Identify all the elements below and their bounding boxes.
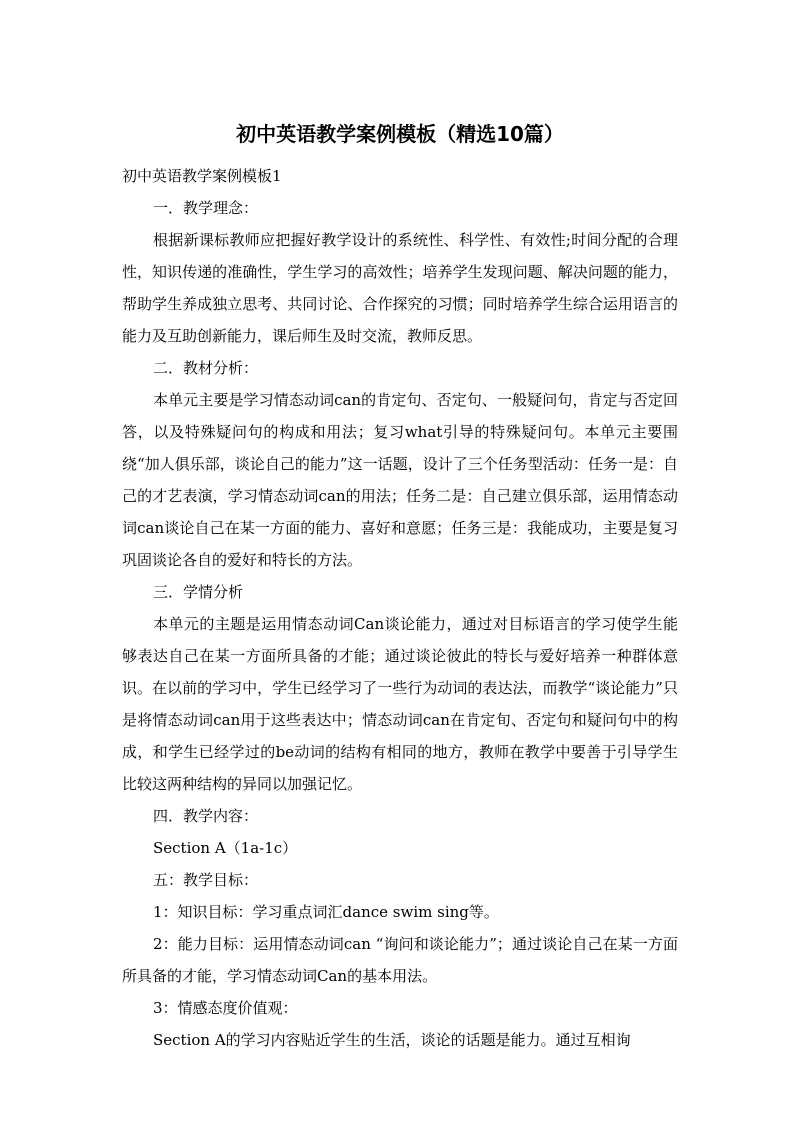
heading-material-analysis: 二．教材分析： [153,359,259,377]
paragraph-teaching-content: Section A（1a-1c） [153,839,298,857]
goal-ability: 2：能力目标：运用情态动词can “询问和谈论能力”；通过谈论自己在某一方面所具备的才能，学习情态动词Can的基本用法。 [122,935,678,985]
heading-teaching-goals: 五：教学目标： [153,871,259,889]
heading-teaching-philosophy: 一．教学理念： [153,199,259,217]
document-body [122,160,678,1056]
section-subtitle: 初中英语教学案例模板1 [122,167,282,185]
goal-knowledge: 1：知识目标：学习重点词汇dance swim sing等。 [153,903,499,921]
heading-learner-analysis: 三．学情分析 [153,583,244,601]
paragraph-learner-analysis: 本单元的主题是运用情态动词Can谈论能力，通过对目标语言的学习使学生能够表达自己在某一方面所具备的才能；通过谈论彼此的特长与爱好培养一种群体意识。在以前的学习中，学生已经学习了一些行为动词的表达法，而教学“谈论能力”只是将情态动词can用于这些表达中；情态动词can在肯定旬、否定句和疑问句中的构成，和学生已经学过的be动词的结构有相同的地方，教师在教学中要善于引导学生比较这两种结构的异同以加强记忆。 [122,615,678,793]
heading-teaching-content: 四．教学内容： [153,807,259,825]
paragraph-material-analysis: 本单元主要是学习情态动词can的肯定句、否定句、一般疑问句，肯定与否定回答，以及特殊疑问句的构成和用法；复习what引导的特殊疑问句。本单元主要围绕“加人俱乐部，谈论自己的能力”这一话题，设计了三个任务型活动：任务一是：自己的才艺表演，学习情态动词can的用法；任务二是：自己建立俱乐部，运用情态动词can谈论自己在某一方面的能力、喜好和意愿；任务三是：我能成功，主要是复习巩固谈论各自的爱好和特长的方法。 [122,391,678,569]
document-title: 初中英语教学案例模板（精选10篇） [236,122,564,146]
paragraph-emotion: Section A的学习内容贴近学生的生活，谈论的话题是能力。通过互相询 [153,1031,631,1049]
paragraph-teaching-philosophy: 根据新课标教师应把握好教学设计的系统性、科学性、有效性;时间分配的合理性，知识传递的准确性，学生学习的高效性；培养学生发现问题、解决问题的能力，帮助学生养成独立思考、共同讨论、合作探究的习惯；同时培养学生综合运用语言的能力及互助创新能力，课后师生及时交流，教师反思。 [122,231,678,345]
goal-emotion-heading: 3：情感态度价值观： [153,999,298,1017]
